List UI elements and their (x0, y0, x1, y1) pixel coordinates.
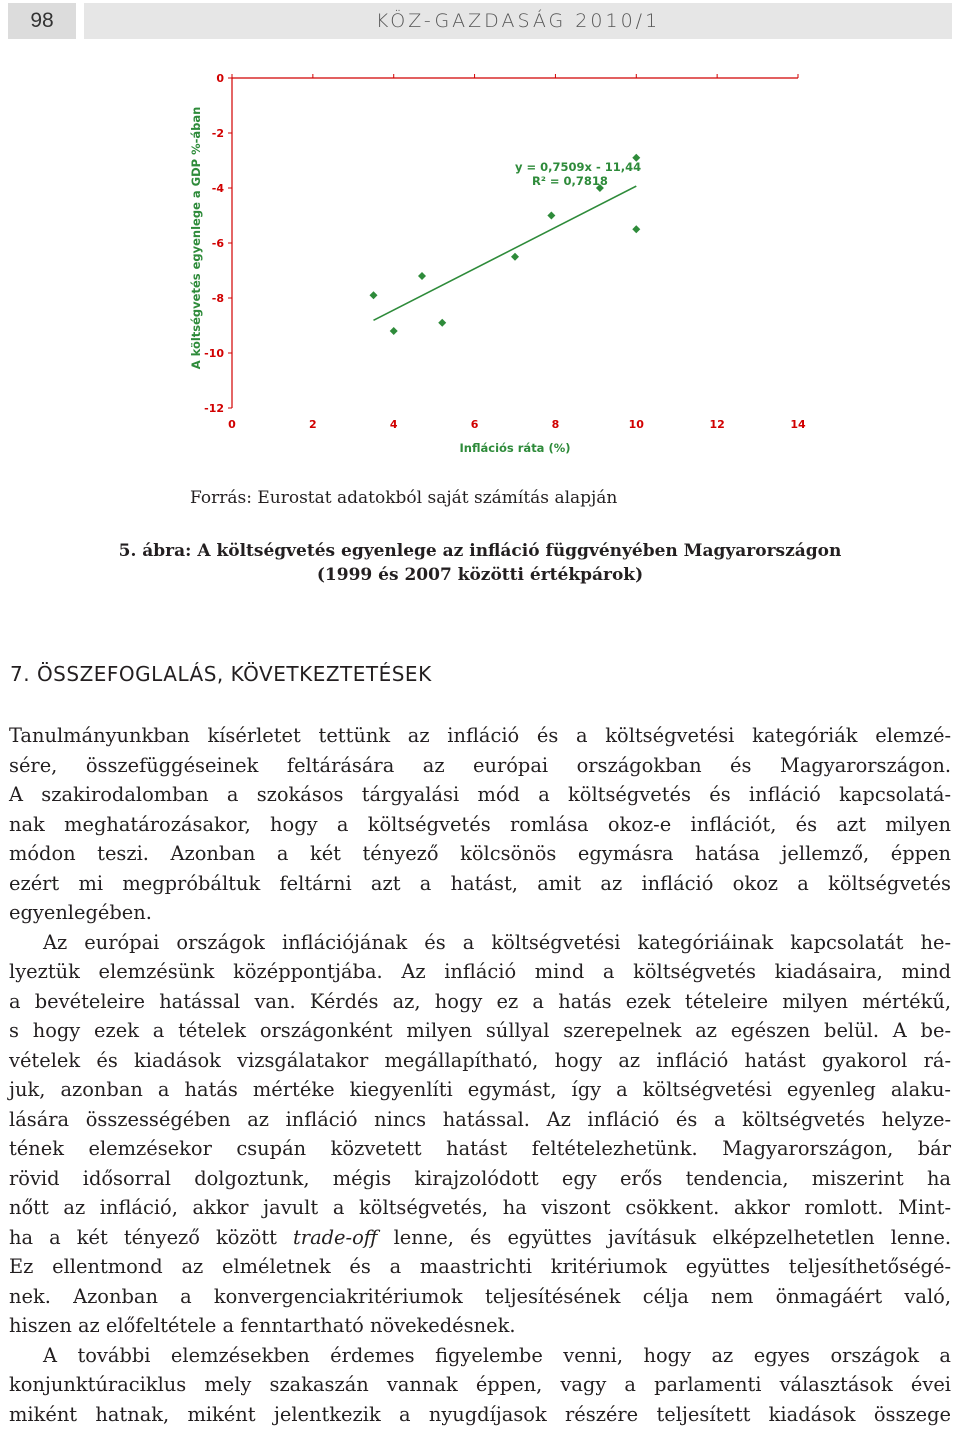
data-point (438, 319, 446, 327)
y-tick-label: -12 (204, 402, 224, 415)
body-line: Az európai országok inflációjának és a költségvetési kategóriáinak kapcsolatát he- (9, 928, 951, 958)
page-header (8, 3, 952, 39)
x-tick-label: 8 (552, 418, 560, 431)
body-line-with-italic (9, 1223, 951, 1253)
chart-axes (204, 72, 806, 431)
scatter-chart (180, 60, 820, 470)
trend-equation: y = 0,7509x - 11,44 (515, 160, 641, 174)
body-line: nek. Azonban a konvergenciakritériumok teljesítésének célja nem önmagáért való, (9, 1282, 951, 1312)
y-tick-label: -10 (204, 347, 224, 360)
data-point (511, 253, 519, 261)
body-line: nak meghatározásakor, hogy a költségvetés romlása okoz-e inflációt, és azt milyen (9, 810, 951, 840)
body-line: sére, összefüggéseinek feltárására az európai országokban és Magyarországon. (9, 751, 951, 781)
body-text (9, 721, 951, 1429)
page-number: 98 (8, 3, 76, 39)
y-axis-label: A költségvetés egyenlege a GDP %-ában (189, 107, 203, 370)
body-line: juk, azonban a hatás mértéke kiegyenlíti egymást, így a költségvetési egyenleg alaku- (9, 1075, 951, 1105)
trendline-group (374, 186, 637, 320)
data-point (370, 291, 378, 299)
x-tick-label: 6 (471, 418, 479, 431)
caption-line-1: 5. ábra: A költségvetés egyenlege az infláció függvényében Magyarországon (60, 539, 900, 563)
data-point (390, 327, 398, 335)
body-line: rövid idősorral dolgoztunk, mégis kirajzolódott egy erős tendencia, miszerint ha (9, 1164, 951, 1194)
body-line: s hogy ezek a tételek országonként milyen súllyal szerepelnek az egészen belül. A be- (9, 1016, 951, 1046)
trendline (374, 186, 637, 320)
body-line: A további elemzésekben érdemes figyelembe venni, hogy az egyes országok a (9, 1341, 951, 1371)
body-line: vételek és kiadások vizsgálatakor megállapítható, hogy az infláció hatást gyakorol rá- (9, 1046, 951, 1076)
body-line: A szakirodalomban a szokásos tárgyalási mód a költségvetés és infláció kapcsolatá- (9, 780, 951, 810)
body-line: lyeztük elemzésünk középpontjába. Az infláció mind a költségvetés kiadásaira, mind (9, 957, 951, 987)
body-line: nőtt az infláció, akkor javult a költségvetés, ha viszont csökkent. akkor romlott. Mint- (9, 1193, 951, 1223)
x-tick-label: 12 (709, 418, 724, 431)
body-line-end: lenne, és együttes javításuk elképzelhetetlen lenne. (378, 1226, 952, 1249)
caption-line-2: (1999 és 2007 közötti értékpárok) (60, 563, 900, 587)
x-tick-label: 10 (629, 418, 645, 431)
y-tick-label: -2 (212, 127, 224, 140)
body-line: konjunktúraciklus mely szakaszán vannak éppen, vagy a parlamenti választások évei (9, 1370, 951, 1400)
italic-term: trade-off (293, 1226, 377, 1249)
figure-caption (60, 539, 900, 587)
body-line: Tanulmányunkban kísérletet tettünk az infláció és a költségvetési kategóriák elemzé- (9, 721, 951, 751)
y-tick-label: -8 (212, 292, 224, 305)
body-line: egyenlegében. (9, 898, 951, 928)
section-heading: 7. ÖSSZEFOGLALÁS, KÖVETKEZTETÉSEK (10, 662, 432, 686)
body-line: a bevételeire hatással van. Kérdés az, hogy ez a hatás ezek tételeire milyen mértékű, (9, 987, 951, 1017)
x-tick-label: 4 (390, 418, 398, 431)
body-line: miként hatnak, miként jelentkezik a nyugdíjasok részére teljesített kiadások összege (9, 1400, 951, 1429)
body-line: lására összességében az infláció nincs hatással. Az infláció és a költségvetés helyze- (9, 1105, 951, 1135)
figure-source: Forrás: Eurostat adatokból saját számítás alapján (190, 488, 617, 508)
body-line: hiszen az előfeltétele a fenntartható növekedésnek. (9, 1311, 951, 1341)
r-squared-label: R² = 0,7818 (532, 174, 608, 188)
y-tick-label: -6 (212, 237, 225, 250)
x-axis-label: Inflációs ráta (%) (460, 441, 571, 455)
y-tick-label: -4 (212, 182, 225, 195)
data-point (632, 225, 640, 233)
y-tick-label: 0 (216, 72, 224, 85)
body-line: módon teszi. Azonban a két tényező kölcsönös egymásra hatása jellemző, éppen (9, 839, 951, 869)
x-tick-label: 2 (309, 418, 317, 431)
x-tick-label: 14 (790, 418, 806, 431)
journal-title: KÖZ-GAZDASÁG 2010/1 (84, 3, 952, 39)
body-line: ezért mi megpróbáltuk feltárni azt a hatást, amit az infláció okoz a költségvetés (9, 869, 951, 899)
body-line: tének elemzésekor csupán közvetett hatást feltételezhetünk. Magyarországon, bár (9, 1134, 951, 1164)
body-line: Ez ellentmond az elméletnek és a maastrichti kritériumok együttes teljesíthetőségé- (9, 1252, 951, 1282)
data-point (547, 212, 555, 220)
data-point (418, 272, 426, 280)
x-tick-label: 0 (228, 418, 236, 431)
body-line-start: ha a két tényező között (9, 1226, 293, 1249)
